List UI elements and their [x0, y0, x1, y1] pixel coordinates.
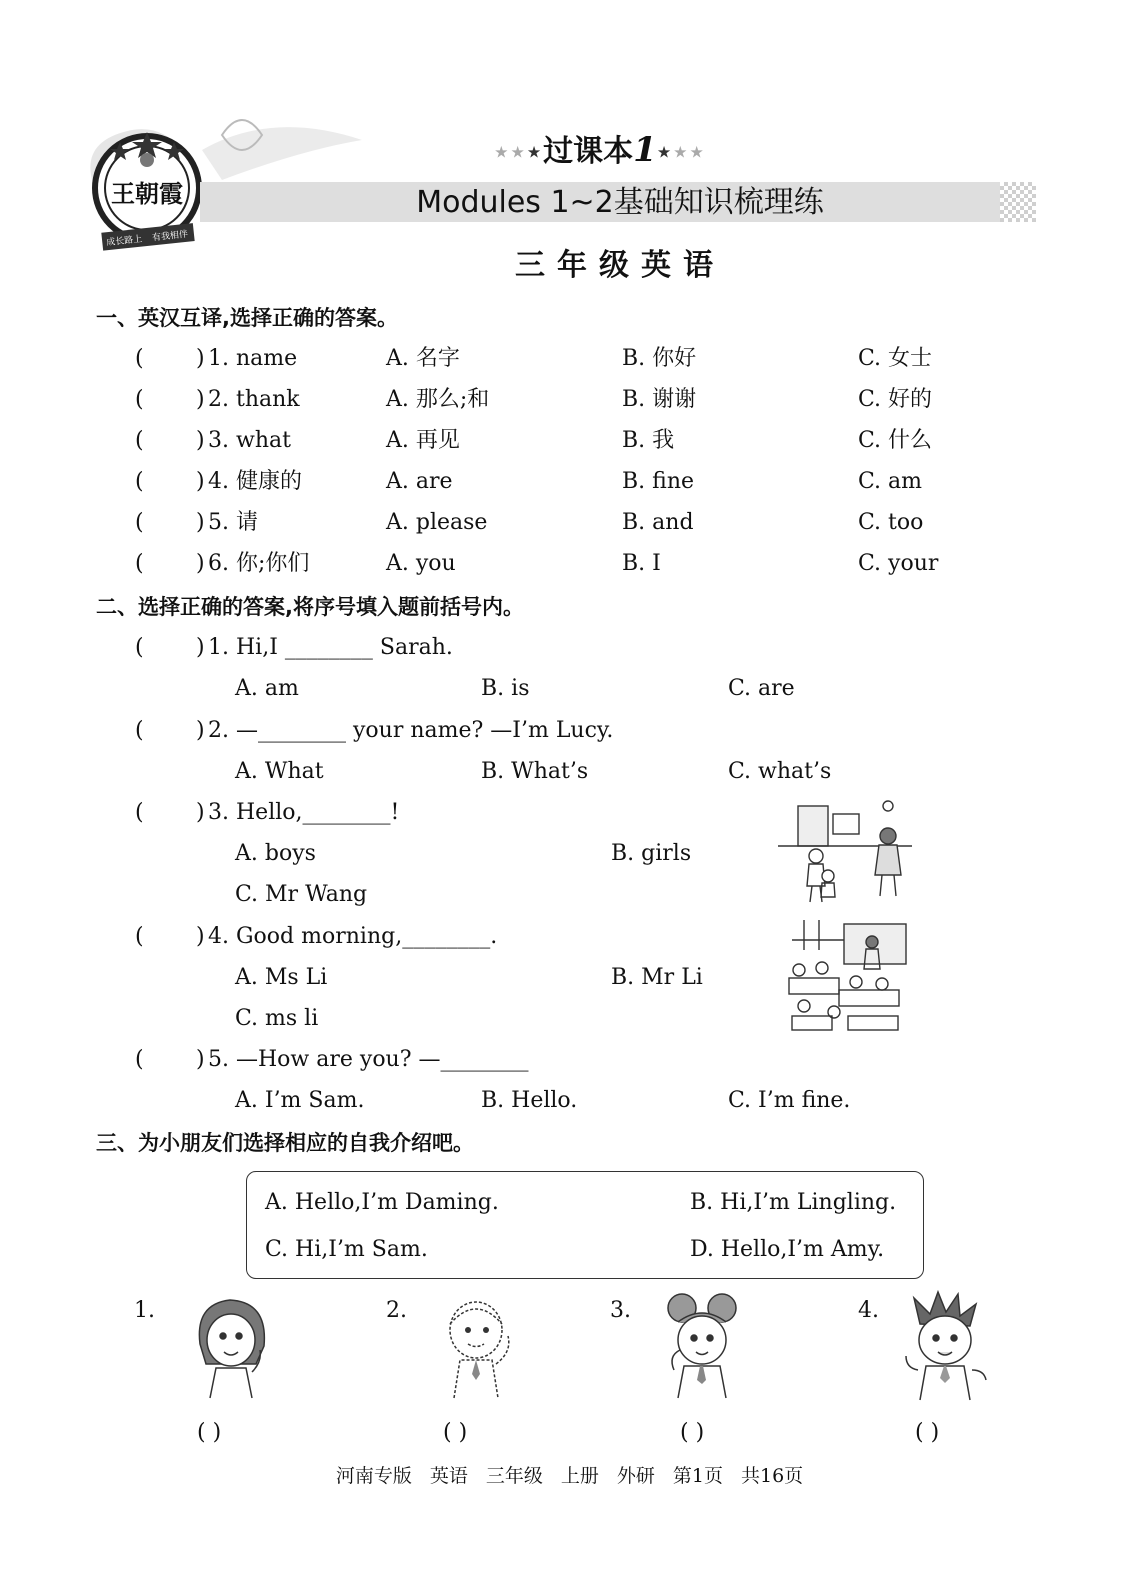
option-a: A. 那么;和	[386, 387, 490, 412]
option-c: C. 好的	[858, 387, 933, 412]
star-icon: ★	[656, 142, 674, 162]
logo-ribbon-right: 有我相伴	[151, 229, 189, 244]
option-c: C. Mr Wang	[235, 882, 368, 907]
question-text: 1. Hi,I ________ Sarah.	[208, 635, 453, 660]
option-a: A. 再见	[386, 428, 460, 453]
option-b: B. What’s	[481, 759, 589, 784]
answer-bracket-open[interactable]: (	[135, 510, 144, 535]
question-text: 4. 健康的	[208, 469, 302, 494]
question-text: 4. Good morning,________.	[208, 924, 498, 949]
option-b: B. girls	[611, 841, 692, 866]
series-title	[440, 132, 760, 171]
option-c: C. am	[858, 469, 923, 494]
answer-blank[interactable]: ( )	[680, 1420, 705, 1445]
girl-hair-buns-illustration	[660, 1290, 746, 1404]
star-icon: ★	[526, 142, 544, 162]
option-b: B. is	[481, 676, 530, 701]
option-b: B. Hello.	[481, 1088, 578, 1113]
footer-publisher: 外研	[616, 1465, 655, 1487]
section2-title: 二、选择正确的答案,将序号填入题前括号内。	[96, 595, 524, 619]
answer-bracket-close: )	[196, 510, 205, 535]
banner-checker-pattern	[1000, 182, 1036, 222]
kid-number: 1.	[134, 1298, 155, 1323]
children-greeting-illustration	[778, 796, 912, 916]
answer-blank[interactable]: ( )	[443, 1420, 468, 1445]
option-b: B. and	[622, 510, 694, 535]
answer-bracket-open[interactable]: (	[135, 387, 144, 412]
answer-blank[interactable]: ( )	[197, 1420, 222, 1445]
answer-bracket-open[interactable]: (	[135, 469, 144, 494]
option-b: B. 谢谢	[622, 387, 697, 412]
answer-bracket-close: )	[196, 924, 205, 949]
answer-bracket-open[interactable]: (	[135, 924, 144, 949]
option-c: C. your	[858, 551, 939, 576]
answer-blank[interactable]: ( )	[915, 1420, 940, 1445]
star-icon: ★★	[673, 142, 706, 162]
section1-title: 一、英汉互译,选择正确的答案。	[96, 306, 398, 330]
grade-title: 三年级英语	[515, 248, 725, 283]
option-b: B. I	[622, 551, 661, 576]
question-text: 6. 你;你们	[208, 551, 310, 576]
kid-number: 4.	[858, 1298, 879, 1323]
girl-long-hair-illustration	[190, 1294, 272, 1404]
option-b: B. Hi,I’m Lingling.	[690, 1190, 897, 1215]
option-a: A. Hello,I’m Daming.	[265, 1190, 499, 1215]
option-c: C. Hi,I’m Sam.	[265, 1237, 428, 1262]
star-icon: ★★	[494, 142, 527, 162]
option-c: C. ms li	[235, 1006, 319, 1031]
question-text: 3. Hello,________!	[208, 800, 400, 825]
kid-number: 2.	[386, 1298, 407, 1323]
footer-volume: 上册	[560, 1465, 599, 1487]
series-title-text: 过课本	[543, 134, 634, 169]
option-a: A. you	[386, 551, 456, 576]
answer-bracket-open[interactable]: (	[135, 551, 144, 576]
question-text: 2. thank	[208, 387, 300, 412]
answer-bracket-open[interactable]: (	[135, 800, 144, 825]
answer-bracket-open[interactable]: (	[135, 346, 144, 371]
option-a: A. Ms Li	[235, 965, 328, 990]
answer-bracket-close: )	[196, 469, 205, 494]
logo-ribbon-left: 成长路上	[105, 234, 143, 249]
option-c: C. are	[728, 676, 795, 701]
footer-page-number: 第1页	[672, 1465, 723, 1487]
page-footer	[0, 1464, 1139, 1488]
classroom-illustration	[784, 920, 910, 1038]
option-d: D. Hello,I’m Amy.	[690, 1237, 885, 1262]
option-c: C. I’m fine.	[728, 1088, 851, 1113]
footer-grade: 三年级	[485, 1465, 543, 1487]
option-a: A. boys	[235, 841, 316, 866]
answer-bracket-open[interactable]: (	[135, 635, 144, 660]
footer-page-total: 共16页	[740, 1465, 804, 1487]
answer-bracket-close: )	[196, 635, 205, 660]
option-b: B. fine	[622, 469, 695, 494]
footer-edition: 河南专版	[335, 1465, 412, 1487]
module-title: Modules 1~2基础知识梳理练	[416, 185, 824, 220]
question-text: 1. name	[208, 346, 298, 371]
footer-subject: 英语	[429, 1465, 468, 1487]
answer-bracket-open[interactable]: (	[135, 428, 144, 453]
option-a: A. I’m Sam.	[235, 1088, 365, 1113]
option-a: A. am	[235, 676, 299, 701]
section3-title: 三、为小朋友们选择相应的自我介绍吧。	[96, 1131, 474, 1155]
answer-bracket-open[interactable]: (	[135, 718, 144, 743]
option-a: A. are	[386, 469, 453, 494]
answer-bracket-open[interactable]: (	[135, 1047, 144, 1072]
answer-bracket-close: )	[196, 387, 205, 412]
boy-thinking-illustration	[436, 1294, 522, 1404]
question-text: 5. —How are you? —________	[208, 1047, 529, 1072]
answer-bracket-close: )	[196, 346, 205, 371]
question-text: 2. —________ your name? —I’m Lucy.	[208, 718, 614, 743]
option-b: B. Mr Li	[611, 965, 703, 990]
option-c: C. 什么	[858, 428, 933, 453]
option-a: A. What	[235, 759, 324, 784]
option-c: C. 女士	[858, 346, 933, 371]
kid-number: 3.	[610, 1298, 631, 1323]
option-c: C. what’s	[728, 759, 832, 784]
answer-bracket-close: )	[196, 800, 205, 825]
answer-bracket-close: )	[196, 718, 205, 743]
option-b: B. 你好	[622, 346, 697, 371]
option-a: A. please	[386, 510, 488, 535]
answer-bracket-close: )	[196, 428, 205, 453]
option-a: A. 名字	[386, 346, 460, 371]
answer-bracket-close: )	[196, 551, 205, 576]
answer-bracket-close: )	[196, 1047, 205, 1072]
question-text: 5. 请	[208, 510, 258, 535]
question-text: 3. what	[208, 428, 291, 453]
option-c: C. too	[858, 510, 924, 535]
boy-spiky-hair-illustration	[900, 1290, 990, 1406]
logo-brand-text: 王朝霞	[111, 179, 183, 208]
option-b: B. 我	[622, 428, 675, 453]
series-number: 1	[633, 130, 657, 170]
